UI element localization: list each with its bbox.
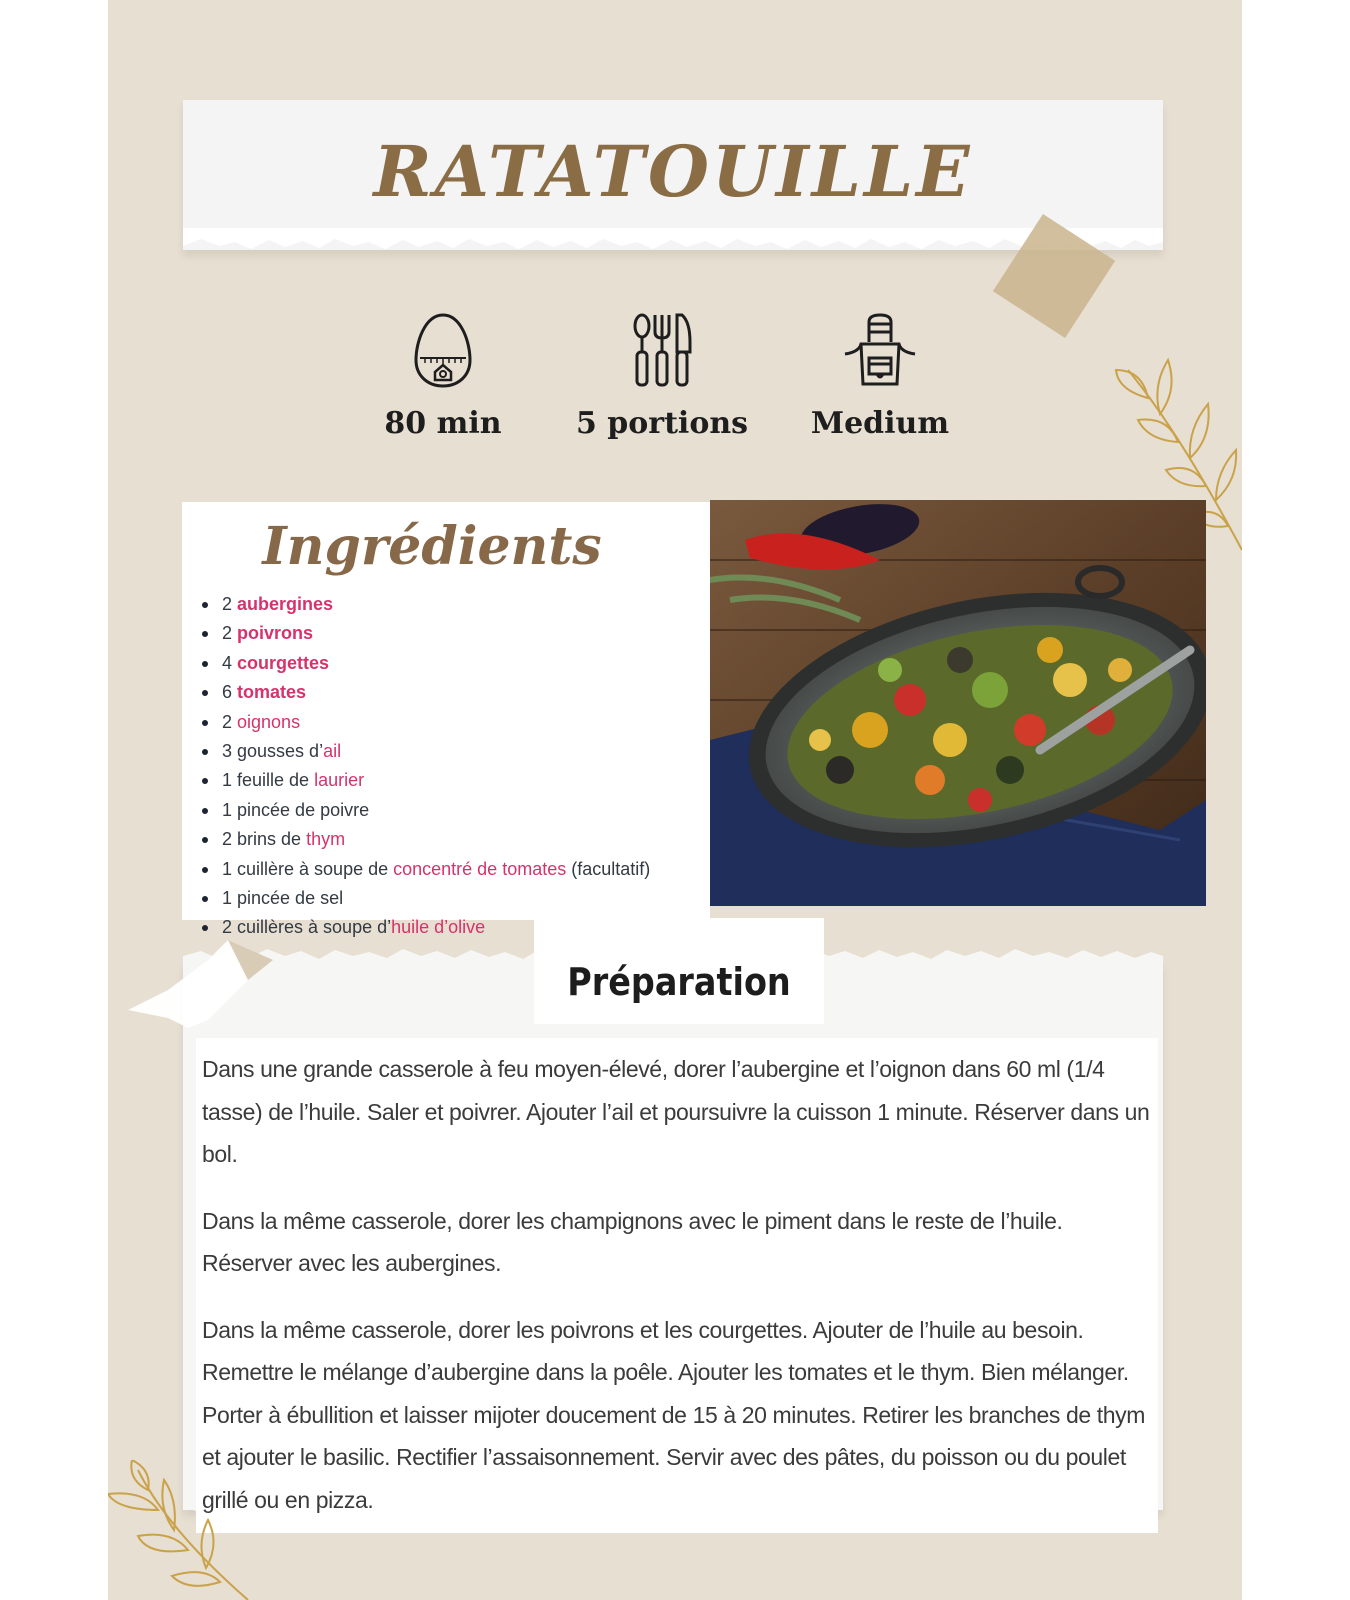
list-item: 4 courgettes [194,649,650,678]
list-item: 2 brins de thym [194,825,650,854]
meta-difficulty [790,312,970,441]
list-item: 3 gousses d’ail [194,737,650,766]
list-item: 6 tomates [194,678,650,707]
ratatouille-photo [710,500,1206,906]
recipe-title: RATATOUILLE [373,130,973,213]
ingredients-list [194,590,650,943]
time-label: 80 min [384,406,502,441]
list-item: 1 pincée de poivre [194,796,650,825]
list-item: 1 cuillère à soupe de concentré de tomates (facultatif) [194,855,650,884]
list-item: 2 oignons [194,708,650,737]
torn-edge-decoration [183,228,1163,256]
title-banner [183,100,1163,250]
preparation-title: Préparation [567,960,791,1004]
ingredients-card [182,502,710,938]
portions-label: 5 portions [575,406,749,441]
preparation-step: Dans une grande casserole à feu moyen-élevé, dorer l’aubergine et l’oignon dans 60 ml (1/4 tasse) de l’huile. Saler et poivrer. Ajouter l’ail et poursuivre la cuisson 1 minute. Réserver dans un bol. [202,1056,1150,1167]
ingredients-title: Ingrédients [262,516,602,577]
list-item: 1 feuille de laurier [194,766,650,795]
gold-leaf-decoration [108,1460,258,1600]
list-item: 2 aubergines [194,590,650,619]
apron-icon [843,312,917,388]
list-item: 1 pincée de sel [194,884,650,913]
difficulty-label: Medium [810,406,950,441]
egg-timer-icon [413,312,473,388]
preparation-steps [196,1038,1158,1533]
list-item: 2 poivrons [194,619,650,648]
recipe-page [108,0,1242,1600]
torn-paper-corner-decoration [128,920,278,1030]
meta-time [353,312,533,441]
preparation-tab [534,918,824,1024]
cutlery-icon [630,312,694,388]
list-item: 2 cuillères à soupe d’huile d’olive [194,913,650,942]
preparation-step: Dans la même casserole, dorer les poivrons et les courgettes. Ajouter de l’huile au besoin. Remettre le mélange d’aubergine dans la poêle. Ajouter les tomates et le thym. Bien mélanger. Porter à ébullition et laisser mijoter doucement de 15 à 20 minutes. Retirer les branches de thym et ajouter le basilic. Rectifier l’assaisonnement. Servir avec des pâtes, du poisson ou du poulet grillé ou en pizza. [202,1316,1146,1513]
preparation-step: Dans la même casserole, dorer les champignons avec le piment dans le reste de l’huile. Réserver avec les aubergines. [202,1207,1063,1276]
meta-portions [572,312,752,441]
